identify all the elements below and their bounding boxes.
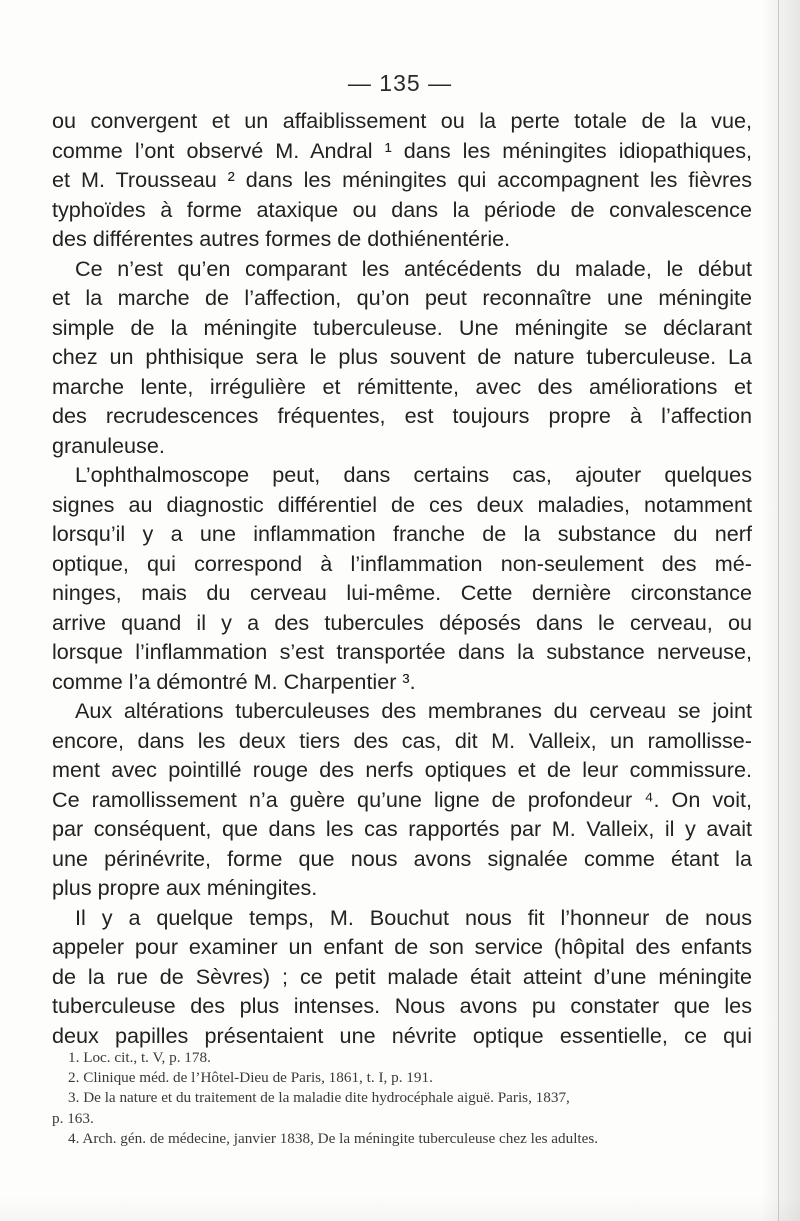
page-number: — 135 — — [347, 70, 453, 96]
footnote-line: 4. Arch. gén. de médecine, janvier 1838, De la méningite tuberculeuse chez les adultes. — [68, 1129, 599, 1147]
body-line: ninges, mais du cerveau lui-même. Cette dernière circonstance — [52, 580, 752, 605]
body-line: tuberculeuse des plus intenses. Nous avons pu constater que les — [52, 993, 752, 1018]
body-line: par conséquent, que dans les cas rapportés par M. Valleix, il y avait — [52, 816, 752, 841]
body-line: et la marche de l’affection, qu’on peut reconnaître une méningite — [52, 285, 752, 310]
body-line: Ce n’est qu’en comparant les antécédents du malade, le début — [75, 255, 752, 281]
footnote-line: 3. De la nature et du traitement de la maladie dite hydrocéphale aiguë. Paris, 1837, — [68, 1089, 570, 1107]
body-line: granuleuse. — [52, 432, 165, 458]
body-line: Il y a quelque temps, M. Bouchut nous fit l’honneur de nous — [75, 904, 752, 930]
body-line: appeler pour examiner un enfant de son service (hôpital des enfants — [52, 934, 752, 959]
page-edge-line — [778, 0, 779, 1221]
body-line: comme l’ont observé M. Andral ¹ dans les méningites idiopathiques, — [52, 137, 752, 163]
body-line: ou convergent et un affaiblissement ou la perte totale de la vue, — [52, 108, 752, 133]
body-line: de la rue de Sèvres) ; ce petit malade était atteint d’une méningite — [52, 963, 752, 989]
footnotes — [52, 1048, 752, 1149]
body-line: arrive quand il y a des tubercules déposés dans le cerveau, ou — [52, 609, 752, 635]
body-line: Ce ramollissement n’a guère qu’une ligne de profondeur ⁴. On voit, — [52, 786, 752, 812]
body-line: ment avec pointillé rouge des nerfs optiques et de leur commissure. — [52, 757, 752, 782]
body-line: typhoïdes à forme ataxique ou dans la période de convalescence — [52, 196, 752, 222]
body-line: signes au diagnostic différentiel de ces deux maladies, notamment — [52, 491, 752, 517]
body-line: simple de la méningite tuberculeuse. Une méningite se déclarant — [52, 314, 752, 340]
body-line: des différentes autres formes de dothiénentérie. — [52, 226, 511, 251]
body-line: lorsque l’inflammation s’est transportée dans la substance nerveuse, — [52, 639, 752, 664]
body-line: des recrudescences fréquentes, est toujours propre à l’affection — [52, 403, 752, 428]
body-line: optique, qui correspond à l’inflammation non-seulement des mé- — [52, 550, 752, 576]
body-line: lorsqu’il y a une inflammation franche de la substance du nerf — [52, 521, 752, 546]
body-text — [52, 106, 752, 1050]
footnote-line: 1. Loc. cit., t. V, p. 178. — [68, 1049, 211, 1066]
footnote-line: p. 163. — [52, 1109, 94, 1127]
page-edge-shadow — [762, 0, 800, 1221]
page-bottom-shade — [0, 1196, 800, 1221]
body-line: chez un phthisique sera le plus souvent de nature tuberculeuse. La — [52, 344, 752, 369]
body-line: comme l’a démontré M. Charpentier ³. — [52, 668, 416, 694]
body-line: L’ophthalmoscope peut, dans certains cas, ajouter quelques — [75, 462, 752, 487]
body-line: encore, dans les deux tiers des cas, dit M. Valleix, un ramollisse- — [52, 727, 752, 753]
footnote-line: 2. Clinique méd. de l’Hôtel-Dieu de Paris, 1861, t. I, p. 191. — [68, 1069, 433, 1087]
body-line: et M. Trousseau ² dans les méningites qui accompagnent les fièvres — [52, 167, 752, 192]
body-line: marche lente, irrégulière et rémittente, avec des améliorations et — [52, 373, 752, 399]
body-line: deux papilles présentaient une névrite optique essentielle, ce qui — [52, 1022, 752, 1048]
body-line: une périnévrite, forme que nous avons signalée comme étant la — [52, 845, 752, 871]
body-line: Aux altérations tuberculeuses des membranes du cerveau se joint — [75, 698, 752, 723]
body-line: plus propre aux méningites. — [52, 875, 318, 900]
